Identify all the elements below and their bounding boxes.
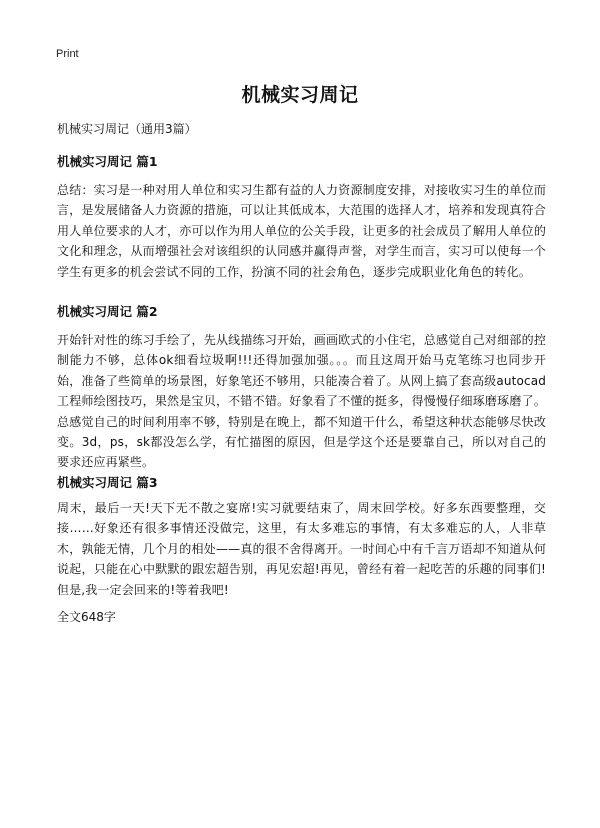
section-body-2: 开始针对性的练习手绘了，先从线描练习开始，画画欧式的小住宅，总感觉自己对细部的控制能力不够，总体ok细看垃圾啊!!!还得加强加强。。。而且这周开始马克笔练习也同步开始，准备了些简单的场景图，好象笔还不够用，只能凑合着了。从网上搞了套高级autocad工程师绘图技巧，果然是宝贝，不错不错。好象看了不懂的挺多，得慢慢仔细琢磨琢磨了。总感觉自己的时间利用率不够，特别是在晚上，都不知道干什么，希望这种状态能够尽快改变。3d，ps，sk都没怎么学，有忙描图的原因，但是学这个还是要靠自己，所以对自己的要求还应再紧些。 [57, 333, 546, 470]
document-subtitle: 机械实习周记（通用3篇） [57, 122, 197, 136]
section-heading-1: 机械实习周记 篇1 [57, 154, 158, 169]
word-count: 全文648字 [57, 610, 116, 624]
section-body-1: 总结：实习是一种对用人单位和实习生都有益的人力资源制度安排，对接收实习生的单位而言，是发展储备人力资源的措施，可以让其低成本，大范围的选择人才，培养和发现真符合用人单位要求的人才，亦可以作为用人单位的公关手段，让更多的社会成员了解用人单位的文化和理念，从而增强社会对该组织的认同感并赢得声誉，对学生而言，实习可以使每一个学生有更多的机会尝试不同的工作，扮演不同的社会角色，逐步完成职业化角色的转化。 [57, 183, 546, 279]
print-link[interactable]: Print [56, 48, 79, 60]
section-body-3: 周末，最后一天!天下无不散之宴席!实习就要结束了，周末回学校。好多东西要整理，交接……好象还有很多事情还没做完，这里，有太多难忘的事情，有太多难忘的人，人非草木，孰能无情，几个月的相处——真的很不舍得离开。一时间心中有千言万语却不知道从何说起，只能在心中默默的跟宏超告别，再见宏超!再见，曾经有着一起吃苦的乐趣的同事们!但是,我一定会回来的!等着我吧! [57, 501, 546, 597]
document-title: 机械实习周记 [241, 84, 359, 106]
section-heading-2: 机械实习周记 篇2 [57, 304, 158, 319]
section-heading-3: 机械实习周记 篇3 [57, 475, 158, 490]
